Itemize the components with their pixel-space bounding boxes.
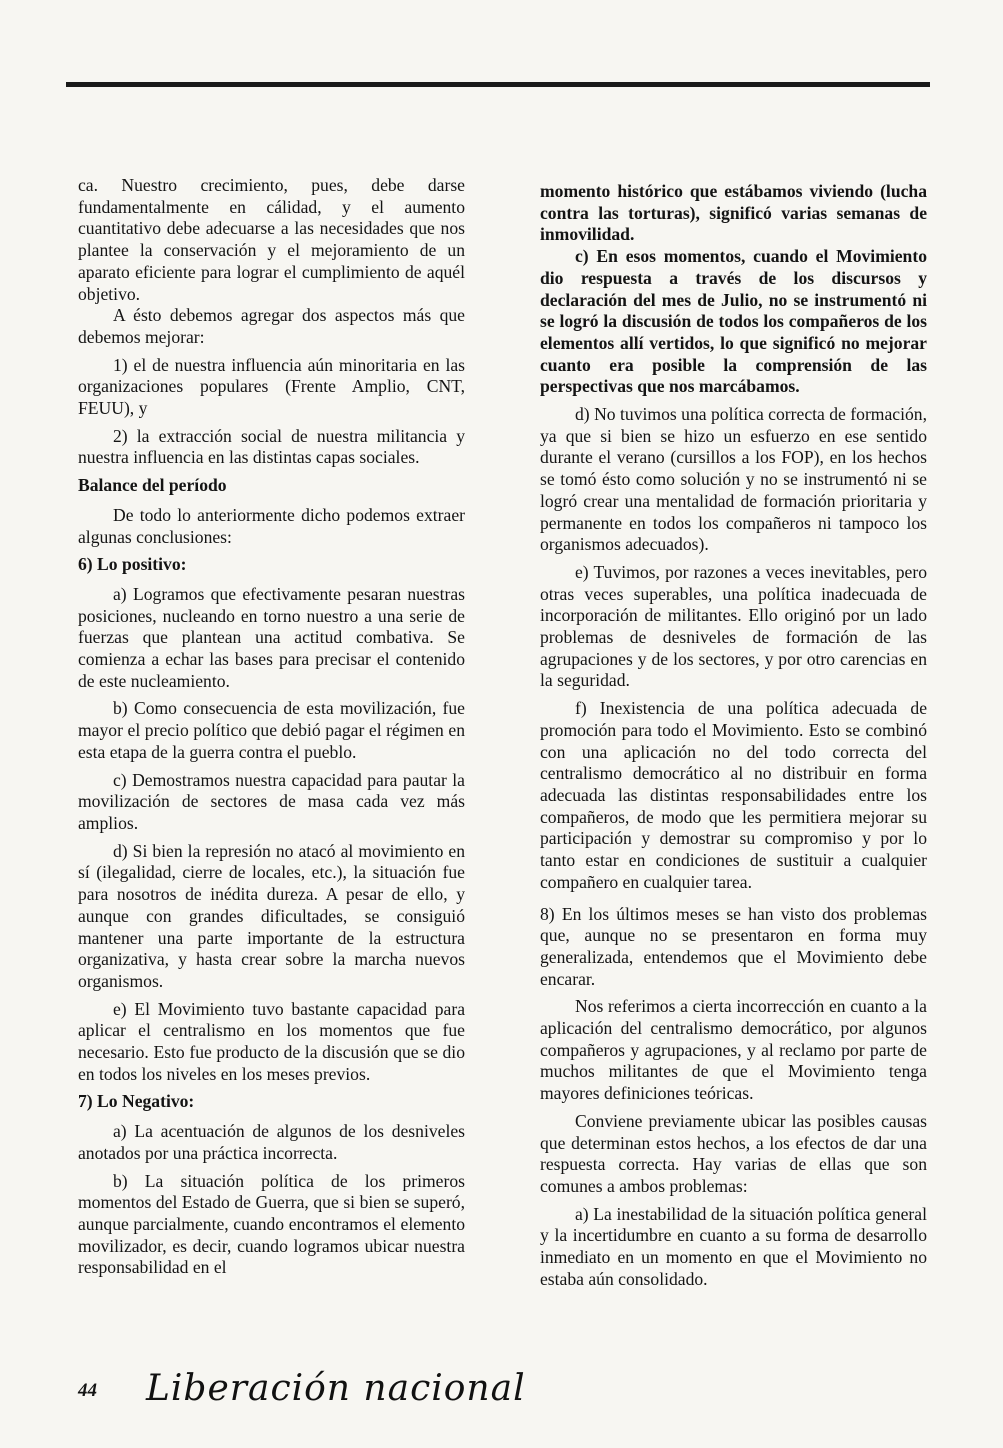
- paragraph: d) Si bien la represión no atacó al movimiento en sí (ilegalidad, cierre de locales, etc.), la situación fue para nosotros de inédita dureza. A pesar de ello, y aunque con grandes dificultades, se consiguió mantener una parte importante de la estructura organizativa, y hasta crear sobre la marcha nuevos organismos.: [78, 840, 465, 991]
- paragraph: a) La inestabilidad de la situación política general y la incertidumbre en cuanto a su forma de desarrollo inmediato en un momento en que el Movimiento no estaba aún consolidado.: [540, 1203, 927, 1289]
- masthead-logo: Liberación nacional: [146, 1368, 526, 1409]
- paragraph: c) Demostramos nuestra capacidad para pautar la movilización de sectores de masa cada vez más amplios.: [78, 769, 465, 833]
- paragraph: Nos referimos a cierta incorrección en cuanto a la aplicación del centralismo democrático, por algunos compañeros y agrupaciones, y al reclamo por parte de muchos militantes de que el Movimiento tenga mayores definiciones teóricas.: [540, 996, 927, 1104]
- paragraph: ca. Nuestro crecimiento, pues, debe darse fundamentalmente en cálidad, y el aumento cuantitativo debe adecuarse a las necesidades que nos plantee la conservación y el mejoramiento de un aparato eficiente para lograr el cumplimiento de aquél objetivo.: [78, 175, 465, 304]
- paragraph: 7) Lo Negativo:: [78, 1091, 195, 1112]
- paragraph: momento histórico que estábamos viviendo (lucha contra las torturas), significó varias semanas de inmovilidad.: [540, 181, 927, 245]
- paragraph: b) La situación política de los primeros momentos del Estado de Guerra, que si bien se superó, aunque parcialmente, cuando encontramos el elemento movilizador, es decir, cuando logramos ubicar nuestra responsabilidad en el: [78, 1170, 465, 1278]
- paragraph: De todo lo anteriormente dicho podemos extraer algunas conclusiones:: [78, 504, 465, 547]
- top-rule: [66, 82, 930, 87]
- page-number: 44: [78, 1380, 97, 1401]
- paragraph: a) Logramos que efectivamente pesaran nuestras posiciones, nucleando en torno nuestro a una serie de fuerzas que plantean una actitud combativa. Se comienza a echar las bases para precisar el contenido de este nucleamiento.: [78, 583, 465, 691]
- left-column: [78, 175, 465, 1285]
- paragraph: Conviene previamente ubicar las posibles causas que determinan estos hechos, a los efectos de dar una respuesta correcta. Hay varias de ellas que son comunes a ambos problemas:: [540, 1110, 927, 1196]
- paragraph: b) Como consecuencia de esta movilización, fue mayor el precio político que debió pagar el régimen en esta etapa de la guerra contra el pueblo.: [78, 698, 465, 762]
- paragraph: Balance del período: [78, 475, 227, 496]
- paragraph: 1) el de nuestra influencia aún minoritaria en las organizaciones populares (Frente Amplio, CNT, FEUU), y: [78, 354, 465, 419]
- paragraph: 6) Lo positivo:: [78, 554, 187, 575]
- paragraph: a) La acentuación de algunos de los desniveles anotados por una práctica incorrecta.: [78, 1121, 465, 1163]
- right-column: [540, 181, 927, 1296]
- paragraph: f) Inexistencia de una política adecuada de promoción para todo el Movimiento. Esto se combinó con una aplicación no del todo correcta del centralismo democrático al no distribuir en forma adecuada las distintas responsabilidades entre los compañeros, de modo que les permitiera mejorar su participación y demostrar su compromiso y por lo tanto estar en condiciones de sustituir a cualquier compañero en cualquier tarea.: [540, 698, 927, 892]
- paragraph: d) No tuvimos una política correcta de formación, ya que si bien se hizo un esfuerzo en ese sentido durante el verano (cursillos a los FOP), en los hechos se tomó ésto como solución y no se instrumentó ni se logró crear una mentalidad de formación prioritaria y permanente en todos los compañeros ni tampoco los organismos adecuados).: [540, 404, 927, 555]
- paragraph: 8) En los últimos meses se han visto dos problemas que, aunque no se presentaron en forma muy generalizada, entendemos que el Movimiento debe encarar.: [540, 903, 927, 989]
- paragraph: e) El Movimiento tuvo bastante capacidad para aplicar el centralismo en los momentos que fue necesario. Esto fue producto de la discusión que se dio en todos los niveles en los meses previos.: [78, 998, 465, 1084]
- paragraph: 2) la extracción social de nuestra militancia y nuestra influencia en las distintas capas sociales.: [78, 425, 465, 468]
- paragraph: e) Tuvimos, por razones a veces inevitables, pero otras veces superables, una política inadecuada de incorporación de militantes. Ello originó por un lado problemas de desniveles de formación de las agrupaciones y de los sectores, y por otro carencias en la seguridad.: [540, 561, 927, 691]
- paragraph: c) En esos momentos, cuando el Movimiento dio respuesta a través de los discursos y declaración del mes de Julio, no se instrumentó ni se logró la discusión de todos los compañeros de los elementos allí vertidos, lo que significó no mejorar cuanto era posible la comprensión de las perspectivas que nos marcábamos.: [540, 246, 927, 397]
- paragraph: A ésto debemos agregar dos aspectos más que debemos mejorar:: [78, 305, 465, 347]
- page-footer: [78, 1368, 678, 1418]
